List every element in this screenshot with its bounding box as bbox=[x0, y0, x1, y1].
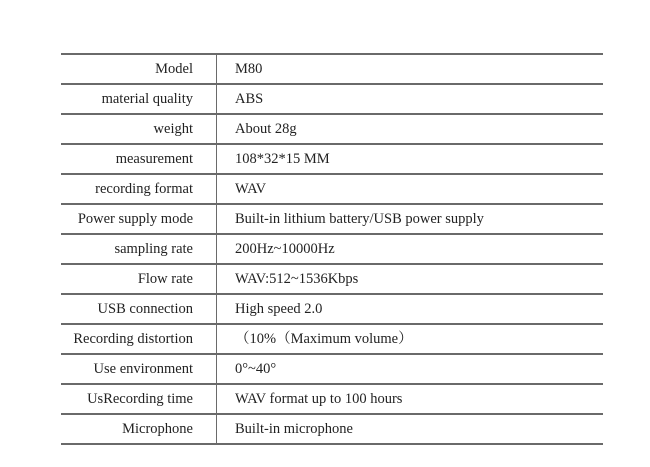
spec-row-use-environment bbox=[61, 355, 603, 385]
spec-label: Model bbox=[61, 55, 217, 83]
spec-row-weight bbox=[61, 115, 603, 145]
spec-label: Power supply mode bbox=[61, 205, 217, 233]
spec-value: 200Hz~10000Hz bbox=[235, 241, 335, 257]
spec-row-usb-connection bbox=[61, 295, 603, 325]
spec-value: （10%（Maximum volume） bbox=[235, 331, 413, 347]
spec-row-power-supply-mode bbox=[61, 205, 603, 235]
spec-row-flow-rate bbox=[61, 265, 603, 295]
spec-label: material quality bbox=[61, 85, 217, 113]
spec-row-material-quality bbox=[61, 85, 603, 115]
spec-row-sampling-rate bbox=[61, 235, 603, 265]
spec-label: Flow rate bbox=[61, 265, 217, 293]
spec-row-recording-distortion bbox=[61, 325, 603, 355]
spec-table bbox=[61, 53, 603, 445]
spec-label: measurement bbox=[61, 145, 217, 173]
spec-value: 108*32*15 MM bbox=[235, 151, 330, 167]
spec-label: sampling rate bbox=[61, 235, 217, 263]
spec-row-recording-time bbox=[61, 385, 603, 415]
spec-value: About 28g bbox=[235, 121, 297, 137]
spec-row-recording-format bbox=[61, 175, 603, 205]
spec-value: WAV:512~1536Kbps bbox=[235, 271, 359, 287]
spec-value: Built-in lithium battery/USB power supply bbox=[235, 211, 484, 227]
spec-row-measurement bbox=[61, 145, 603, 175]
spec-label: recording format bbox=[61, 175, 217, 203]
spec-value: Built-in microphone bbox=[235, 421, 353, 437]
spec-row-microphone bbox=[61, 415, 603, 443]
spec-label: USB connection bbox=[61, 295, 217, 323]
spec-value: M80 bbox=[235, 61, 263, 77]
spec-value: WAV format up to 100 hours bbox=[235, 391, 403, 407]
spec-value: 0°~40° bbox=[235, 361, 277, 377]
spec-label: Microphone bbox=[61, 415, 217, 443]
spec-label: UsRecording time bbox=[61, 385, 217, 413]
spec-row-model bbox=[61, 55, 603, 85]
spec-label: Use environment bbox=[61, 355, 217, 383]
spec-value: ABS bbox=[235, 91, 264, 107]
spec-value: WAV bbox=[235, 181, 267, 197]
spec-label: Recording distortion bbox=[61, 325, 217, 353]
spec-value: High speed 2.0 bbox=[235, 301, 323, 317]
spec-label: weight bbox=[61, 115, 217, 143]
